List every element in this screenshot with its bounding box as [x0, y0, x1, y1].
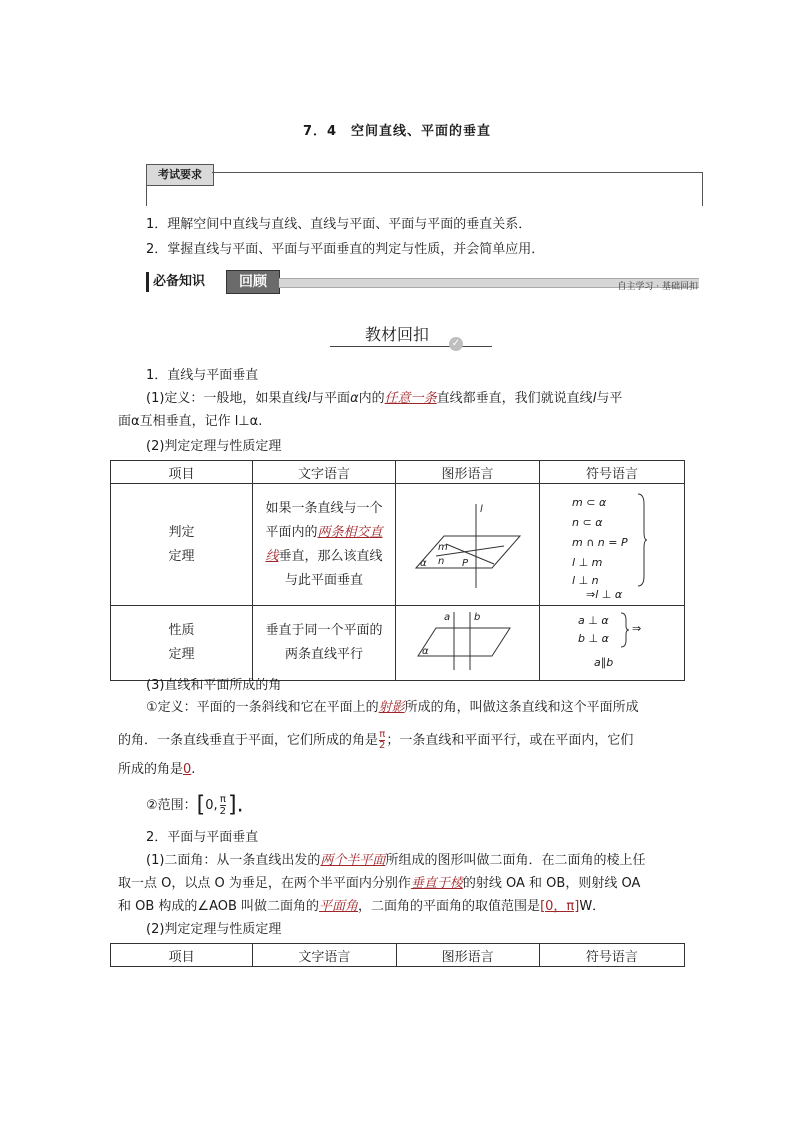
fraction-pi-over-2	[379, 730, 385, 751]
symbol-line: ⇒l ⊥ α	[586, 588, 623, 601]
angle-definition-line1	[146, 698, 639, 718]
line-plane-perpendicular-table	[110, 460, 685, 681]
text: 与平	[596, 391, 623, 406]
text: ，二面角的平面角的取值范围是	[358, 899, 541, 914]
row-figure	[396, 484, 540, 606]
check-icon: ✓	[449, 337, 463, 351]
row-symbols	[540, 484, 685, 606]
text: 所组成的图形叫做二面角．在二面角的棱上任	[385, 853, 646, 868]
symbol-line: m ⊂ α	[572, 496, 607, 509]
col-header: 图形语言	[396, 944, 539, 967]
answer-fill: [0，π]	[540, 899, 580, 914]
bracket: ].	[228, 792, 244, 818]
text: 的射线 OA 和 OB，则射线 OA	[462, 876, 641, 891]
row-text	[252, 484, 395, 606]
banner-label: 必备知识	[146, 272, 209, 292]
denominator: 2	[379, 740, 386, 751]
section-title: 教材回扣	[364, 325, 429, 344]
text: 平面内的	[265, 524, 318, 540]
s2-sub2: (2)判定定理与性质定理	[146, 922, 282, 937]
dihedral-line1	[146, 851, 645, 871]
requirements-border-right	[702, 172, 703, 206]
text: 判定	[168, 524, 195, 540]
text: 内的	[358, 391, 385, 406]
text: 0,	[205, 798, 218, 813]
implies-symbol: ⇒	[632, 622, 642, 635]
text: 与平面	[311, 391, 351, 406]
fraction-pi-over-2	[220, 794, 226, 817]
bracket: [	[196, 792, 206, 818]
text: W．	[579, 899, 606, 914]
label-alpha: α	[420, 558, 427, 569]
col-header: 项目	[111, 944, 253, 967]
dihedral-line2	[118, 874, 640, 894]
row-figure	[396, 606, 540, 681]
answer-fill: 射影	[378, 700, 405, 715]
answer-fill: 两条相交直	[317, 524, 383, 540]
col-header: 文字语言	[252, 461, 395, 484]
requirement-item-1: 1．理解空间中直线与直线、直线与平面、平面与平面的垂直关系．	[146, 217, 532, 232]
col-header: 符号语言	[539, 944, 684, 967]
answer-fill: 两个半平面	[320, 853, 386, 868]
s1-definition-line2: 面α互相垂直，记作 l⊥α.	[118, 414, 263, 429]
text: 如果一条直线与一个	[265, 500, 383, 516]
plane-figure-2	[396, 606, 539, 676]
label-a: a	[444, 612, 451, 623]
row-name	[111, 484, 253, 606]
answer-fill: 0	[183, 762, 192, 777]
numerator: π	[379, 729, 386, 740]
requirements-border-left	[146, 184, 147, 206]
text: 两条直线平行	[284, 647, 363, 662]
angle-definition-line2	[118, 730, 633, 751]
text: 取一点 O，以点 O 为垂足，在两个半平面内分别作	[118, 876, 411, 891]
symbol-line: a ⊥ α	[578, 614, 609, 627]
label-l: l	[480, 504, 483, 515]
s1-sub3: (3)直线和平面所成的角	[146, 678, 282, 693]
symbol-line: m ∩ n = P	[572, 536, 628, 549]
brace-icon	[620, 612, 630, 648]
text: ；一条直线和平面平行，或在平面内，它们	[386, 733, 634, 748]
label-p: P	[462, 558, 469, 569]
text: 定理	[168, 647, 195, 662]
text: .	[191, 762, 196, 777]
requirements-border-top	[212, 172, 702, 173]
text: (1)二面角：从一条直线出发的	[146, 853, 321, 868]
s1-heading: 1．直线与平面垂直	[146, 368, 259, 383]
text: ②范围：	[146, 798, 197, 813]
symbol-line: n ⊂ α	[572, 516, 603, 529]
banner-subtitle: 自主学习 · 基础回扣	[617, 282, 698, 292]
text: 和 OB 构成的∠AOB 叫做二面角的	[118, 899, 320, 914]
exam-requirements-tab: 考试要求	[146, 164, 214, 186]
label-m: m	[438, 542, 448, 553]
text: 直线都垂直，我们就说直线	[436, 391, 593, 406]
symbol-line: l ⊥ m	[572, 556, 603, 569]
label-alpha: α	[422, 646, 429, 657]
text: 所成的角，叫做这条直线和这个平面所成	[404, 700, 639, 715]
col-header: 图形语言	[396, 461, 540, 484]
text: 性质	[168, 623, 195, 638]
symbol-alpha: α	[350, 391, 359, 406]
text: 的角．一条直线垂直于平面，它们所成的角是	[118, 733, 379, 748]
col-header: 项目	[111, 461, 253, 484]
knowledge-review-banner	[146, 270, 702, 294]
col-header: 文字语言	[253, 944, 396, 967]
row-symbols	[540, 606, 685, 681]
answer-fill: 垂直于棱	[410, 876, 463, 891]
text: 垂直于同一个平面的	[265, 623, 383, 638]
text: 定理	[168, 548, 195, 564]
angle-definition-line3	[118, 760, 195, 780]
answer-fill: 任意一条	[384, 391, 437, 406]
row-text	[252, 606, 395, 681]
symbol-l: l	[592, 391, 597, 406]
requirement-item-2: 2．掌握直线与平面、平面与平面垂直的判定与性质，并会简单应用．	[146, 242, 545, 257]
text: ①定义：平面的一条斜线和它在平面上的	[146, 700, 379, 715]
text: 垂直，那么该直线	[278, 548, 383, 564]
page-title: 7．4 空间直线、平面的垂直	[302, 124, 492, 139]
answer-fill: 线	[265, 548, 279, 564]
brace-icon	[636, 492, 648, 588]
s2-heading: 2．平面与平面垂直	[146, 830, 259, 845]
symbol-line: b ⊥ α	[578, 632, 609, 645]
plane-figure-1	[396, 484, 539, 601]
numerator: π	[219, 794, 226, 805]
symbol-line: a∥b	[594, 656, 614, 669]
angle-range	[146, 794, 244, 817]
symbol-l: l	[307, 391, 312, 406]
s1-definition-line1	[146, 389, 622, 409]
row-name	[111, 606, 253, 681]
section-underline	[330, 346, 492, 347]
answer-fill: 平面角	[319, 899, 359, 914]
label-n: n	[438, 556, 445, 567]
plane-plane-perpendicular-table	[110, 943, 685, 967]
s1-sub2: (2)判定定理与性质定理	[146, 439, 282, 454]
symbol-line: l ⊥ n	[572, 574, 599, 587]
col-header: 符号语言	[540, 461, 685, 484]
text: 所成的角是	[118, 762, 184, 777]
text: 与此平面垂直	[284, 572, 363, 588]
dihedral-line3	[118, 897, 605, 917]
denominator: 2	[219, 806, 227, 817]
banner-review-box: 回顾	[226, 270, 280, 294]
text: (1)定义：一般地，如果直线	[146, 391, 308, 406]
label-b: b	[474, 612, 481, 623]
